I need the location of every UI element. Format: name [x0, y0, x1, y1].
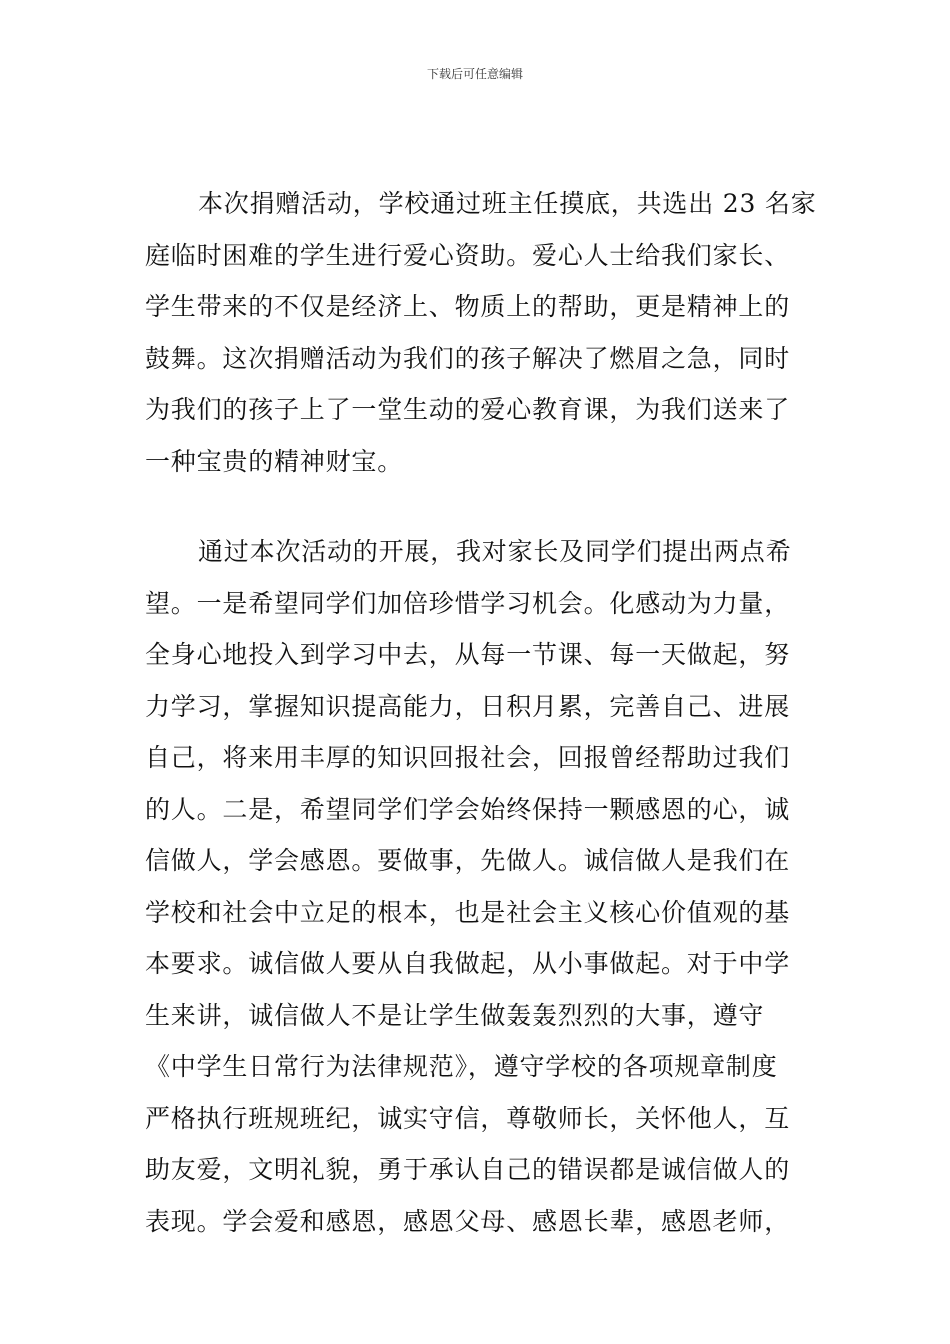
paragraph-1 — [145, 178, 817, 487]
text-line: 助友爱，文明礼貌，勇于承认自己的错误都是诚信做人的 — [145, 1155, 791, 1184]
text-line: 表现。学会爱和感恩，感恩父母、感恩长辈，感恩老师， — [145, 1206, 791, 1236]
paragraph-text — [145, 178, 817, 487]
text-line: 《中学生日常行为法律规范》，遵守学校的各项规章制度 — [145, 1052, 778, 1081]
paragraph-text — [145, 526, 807, 1247]
paragraph-2 — [145, 526, 807, 1247]
text-line: 本要求。诚信做人要从自我做起，从小事做起。对于中学 — [145, 949, 791, 978]
text-line: 鼓舞。这次捐赠活动为我们的孩子解决了燃眉之急，同时 — [145, 343, 791, 373]
text-line: 学校和社会中立足的根本，也是社会主义核心价值观的基 — [145, 897, 791, 927]
text-line: 自己，将来用丰厚的知识回报社会，回报曾经帮助过我们 — [145, 743, 791, 772]
text-line: 为我们的孩子上了一堂生动的爱心教育课，为我们送来了 — [145, 395, 791, 424]
text-line: 本次捐赠活动，学校通过班主任摸底，共选出 23 名家 — [198, 189, 817, 218]
text-line: 信做人，学会感恩。要做事，先做人。诚信做人是我们在 — [145, 846, 791, 875]
text-line: 力学习，掌握知识提高能力，日积月累，完善自己、进展 — [145, 691, 791, 721]
page-header-note: 下载后可任意编辑 — [426, 67, 523, 81]
text-line: 一种宝贵的精神财宝。 — [145, 446, 404, 476]
text-line: 的人。二是，希望同学们学会始终保持一颗感恩的心，诚 — [145, 794, 791, 824]
text-line: 庭临时困难的学生进行爱心资助。爱心人士给我们家长、 — [145, 240, 791, 270]
text-line: 通过本次活动的开展，我对家长及同学们提出两点希 — [198, 537, 792, 566]
text-line: 生来讲，诚信做人不是让学生做轰轰烈烈的大事，遵守 — [145, 1000, 765, 1030]
text-line: 望。一是希望同学们加倍珍惜学习机会。化感动为力量， — [145, 588, 791, 618]
text-line: 学生带来的不仅是经济上、物质上的帮助，更是精神上的 — [145, 292, 791, 321]
text-line: 严格执行班规班纪，诚实守信，尊敬师长，关怀他人，互 — [145, 1103, 791, 1133]
text-line: 全身心地投入到学习中去，从每一节课、每一天做起，努 — [145, 640, 791, 669]
